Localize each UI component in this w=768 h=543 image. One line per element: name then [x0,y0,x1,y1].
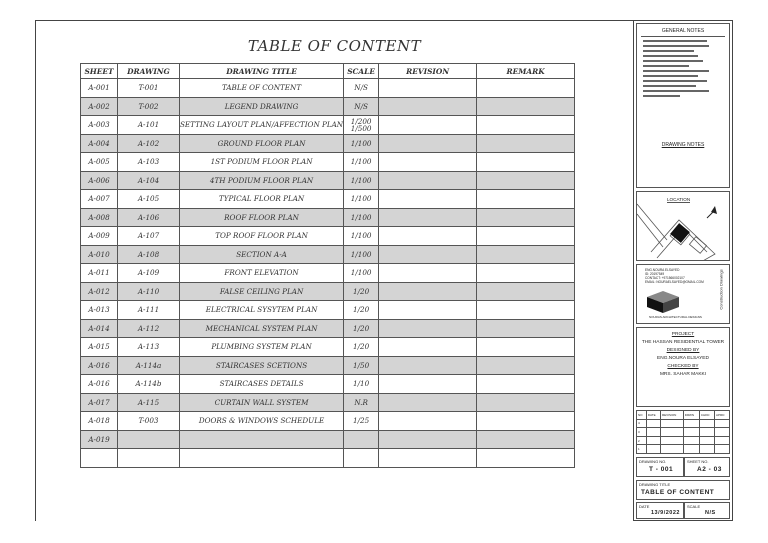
cell-remark [477,171,575,190]
cell-title [180,430,344,449]
cell-scale: 1/100 [344,153,379,172]
cell-remark [477,227,575,246]
cell-title: TABLE OF CONTENT [180,79,344,98]
firm-line: ENG.NOURA ELSAYED [645,268,680,272]
cell-scale [344,116,379,135]
cell-sheet: A-016 [81,356,118,375]
cell-revision [379,412,477,431]
table-row [81,301,575,320]
cell-drawing: T-002 [118,97,180,116]
table-row [81,282,575,301]
note-line [643,40,707,42]
cell-title: STAIRCASES DETAILS [180,375,344,394]
drawing-no-label: DRAWING NO. [639,459,667,464]
drawing-no-cell [636,457,684,477]
date-label: DATE [639,504,650,509]
cell-scale: 1/10 [344,375,379,394]
cell-title: FALSE CEILING PLAN [180,282,344,301]
cell-remark [477,79,575,98]
cell-drawing [118,430,180,449]
designed-by: ENG.NOURA ELSAYED [657,356,709,361]
cell-remark [477,356,575,375]
note-line [643,70,709,72]
rev-header: REVISION [661,411,684,420]
cell-sheet: A-016 [81,375,118,394]
note-line [643,95,680,97]
scale-cell [684,502,730,519]
table-row [81,134,575,153]
cell-scale: 1/20 [344,301,379,320]
header-revision: REVISION [379,64,477,79]
rev-num: 4 [637,419,647,428]
table-row [81,171,575,190]
cell-title: FRONT ELEVATION [180,264,344,283]
table-row [81,430,575,449]
table-row [81,449,575,468]
revision-table [636,410,730,454]
cell-sheet: A-001 [81,79,118,98]
project-panel [636,327,730,407]
cell-remark [477,412,575,431]
cell-scale: 1/100 [344,245,379,264]
location-map [636,191,730,261]
header-scale: SCALE [344,64,379,79]
cell-title: CURTAIN WALL SYSTEM [180,393,344,412]
firm-line: ID: 20197549 [645,272,665,276]
cell-sheet: A-014 [81,319,118,338]
cell-revision [379,393,477,412]
scale-label: SCALE [687,504,701,509]
checked-by-label: CHECKED BY [667,364,699,369]
north-arrow-icon [707,206,717,218]
cell-scale: 1/20 [344,282,379,301]
firm-name: NOURAS ARCHITECTURAL DESIGNS [649,315,702,319]
rev-num: 3 [637,428,647,437]
cell-scale: 1/20 [344,319,379,338]
cell-sheet: A-019 [81,430,118,449]
cell-drawing: T-001 [118,79,180,98]
firm-line: EMAIL: NOURAELSAYED@GMAIL.COM [645,280,704,284]
firm-panel [636,264,730,324]
note-line [643,90,709,92]
note-line [643,60,703,62]
note-line [643,65,689,67]
cell-drawing: A-114a [118,356,180,375]
cell-sheet: A-012 [81,282,118,301]
firm-line: CONTACT: +971566002107 [645,276,685,280]
title-block [633,20,733,521]
cell-drawing: A-111 [118,301,180,320]
cell-remark [477,301,575,320]
cell-scale: N/S [344,97,379,116]
contents-table [80,63,575,468]
cell-drawing: A-112 [118,319,180,338]
header-sheet: SHEET [81,64,118,79]
cell-drawing: T-003 [118,412,180,431]
cell-remark [477,245,575,264]
date-cell [636,502,684,519]
cell-scale [344,430,379,449]
cell-title: 4TH PODIUM FLOOR PLAN [180,171,344,190]
cell-revision [379,375,477,394]
cell-scale: 1/100 [344,171,379,190]
cell-remark [477,338,575,357]
cell-scale: 1/100 [344,264,379,283]
firm-logo-icon [647,287,681,313]
table-body [81,79,575,468]
sheet-no: A2 - 03 [697,466,722,473]
cell-drawing: A-108 [118,245,180,264]
rev-header: DRWN [683,411,699,420]
sheet-no-cell [684,457,730,477]
note-line [643,85,696,87]
cell-remark [477,264,575,283]
scale-value: 1/200 [350,116,372,126]
cell-sheet: A-002 [81,97,118,116]
cell-sheet: A-017 [81,393,118,412]
cell-revision [379,79,477,98]
drawing-notes-heading: DRAWING NOTES [661,142,705,148]
cell-remark [477,282,575,301]
note-line [643,45,709,47]
note-line [643,75,698,77]
general-notes-heading: GENERAL NOTES [661,28,705,34]
revision-row [637,445,730,454]
location-heading: LOCATION [667,197,691,202]
cell-drawing: A-104 [118,171,180,190]
cell-drawing: A-101 [118,116,180,135]
table-row [81,116,575,135]
header-remark: REMARK [477,64,575,79]
table-row [81,356,575,375]
cell-title: GROUND FLOOR PLAN [180,134,344,153]
cell-remark [477,208,575,227]
cell-sheet: A-004 [81,134,118,153]
cell-drawing: A-110 [118,282,180,301]
cell-scale: 1/100 [344,227,379,246]
scale-value-alt: 1/500 [350,123,372,133]
cell-revision [379,338,477,357]
cell-sheet: A-005 [81,153,118,172]
cell-drawing: A-102 [118,134,180,153]
cell-remark [477,375,575,394]
cell-revision [379,153,477,172]
cell-sheet: A-006 [81,171,118,190]
cell-drawing: A-115 [118,393,180,412]
cell-sheet [81,449,118,468]
cell-scale: 1/50 [344,356,379,375]
cell-remark [477,190,575,209]
cell-title [180,449,344,468]
cell-scale: 1/100 [344,134,379,153]
rev-header: APRD [715,411,730,420]
rev-header: DATE [646,411,660,420]
table-header-row [81,64,575,79]
cell-revision [379,264,477,283]
cell-revision [379,171,477,190]
table-row [81,338,575,357]
general-notes-panel [636,23,730,188]
cell-revision [379,449,477,468]
table-row [81,79,575,98]
cell-remark [477,449,575,468]
cell-drawing: A-109 [118,264,180,283]
cell-drawing [118,449,180,468]
rev-num: 1 [637,445,647,454]
cell-remark [477,116,575,135]
table-row [81,375,575,394]
revision-row [637,428,730,437]
drawing-no: T - 001 [649,466,674,473]
table-row [81,153,575,172]
cell-sheet: A-018 [81,412,118,431]
cell-sheet: A-015 [81,338,118,357]
cell-revision [379,97,477,116]
cell-drawing: A-105 [118,190,180,209]
cell-remark [477,134,575,153]
header-drawing: DRAWING [118,64,180,79]
divider [641,36,725,37]
cell-sheet: A-003 [81,116,118,135]
cell-title: LEGEND DRAWING [180,97,344,116]
cell-drawing: A-106 [118,208,180,227]
cell-title: 1ST PODIUM FLOOR PLAN [180,153,344,172]
drawing-title-label: DRAWING TITLE [639,482,671,487]
sheet-no-label: SHEET NO. [687,459,709,464]
table-row [81,190,575,209]
table-row [81,393,575,412]
scale: N/S [705,510,716,516]
cell-revision [379,190,477,209]
note-line [643,50,694,52]
cell-title: TYPICAL FLOOR PLAN [180,190,344,209]
cell-sheet: A-007 [81,190,118,209]
cell-drawing: A-103 [118,153,180,172]
cell-drawing: A-114b [118,375,180,394]
cell-scale [344,449,379,468]
cell-sheet: A-011 [81,264,118,283]
cell-title: TOP ROOF FLOOR PLAN [180,227,344,246]
cell-title: STAIRCASES SCETIONS [180,356,344,375]
cell-sheet: A-008 [81,208,118,227]
cell-title: ELECTRICAL SYSYTEM PLAN [180,301,344,320]
revision-row [637,436,730,445]
table-row [81,208,575,227]
designed-by-label: DESIGNED BY [666,348,700,353]
cell-revision [379,245,477,264]
cell-revision [379,116,477,135]
header-drawing-title: DRAWING TITLE [180,64,344,79]
cell-title: SECTION A-A [180,245,344,264]
cell-revision [379,301,477,320]
cell-remark [477,430,575,449]
cell-title: MECHANICAL SYSTEM PLAN [180,319,344,338]
project-name: THE HASSAN RESIDENTIAL TOWER [641,340,725,345]
rev-header: NO [637,411,647,420]
cell-scale: N/S [344,79,379,98]
cell-revision [379,134,477,153]
cell-revision [379,208,477,227]
note-line [643,80,707,82]
table-row [81,245,575,264]
drawing-sheet [35,20,633,521]
revision-row [637,419,730,428]
cell-remark [477,153,575,172]
cell-title: PLUMBING SYSTEM PLAN [180,338,344,357]
project-label: PROJECT [671,332,695,337]
cell-revision [379,430,477,449]
date: 13/9/2022 [651,510,680,516]
rev-num: 2 [637,436,647,445]
drawing-title-cell [636,480,730,500]
note-line [643,55,698,57]
side-text: Construction Drawings [718,269,724,310]
cell-sheet: A-013 [81,301,118,320]
cell-title: SETTING LAYOUT PLAN/AFFECTION PLAN [180,116,344,135]
cell-sheet: A-010 [81,245,118,264]
cell-revision [379,282,477,301]
table-row [81,319,575,338]
cell-sheet: A-009 [81,227,118,246]
cell-remark [477,393,575,412]
cell-scale: 1/100 [344,208,379,227]
checked-by: MRS. SAHAR MAKKI [659,372,707,377]
table-row [81,412,575,431]
cell-scale: N.R [344,393,379,412]
cell-title: DOORS & WINDOWS SCHEDULE [180,412,344,431]
table-row [81,97,575,116]
drawing-title: TABLE OF CONTENT [641,489,715,496]
cell-drawing: A-107 [118,227,180,246]
cell-remark [477,97,575,116]
cell-drawing: A-113 [118,338,180,357]
revision-header-row [637,411,730,420]
cell-revision [379,356,477,375]
table-row [81,264,575,283]
cell-revision [379,319,477,338]
cell-title: ROOF FLOOR PLAN [180,208,344,227]
cell-remark [477,319,575,338]
cell-scale: 1/20 [344,338,379,357]
cell-scale: 1/25 [344,412,379,431]
table-row [81,227,575,246]
rev-header: CHKD [699,411,714,420]
cell-revision [379,227,477,246]
cell-scale: 1/100 [344,190,379,209]
page-title: TABLE OF CONTENT [247,37,422,55]
